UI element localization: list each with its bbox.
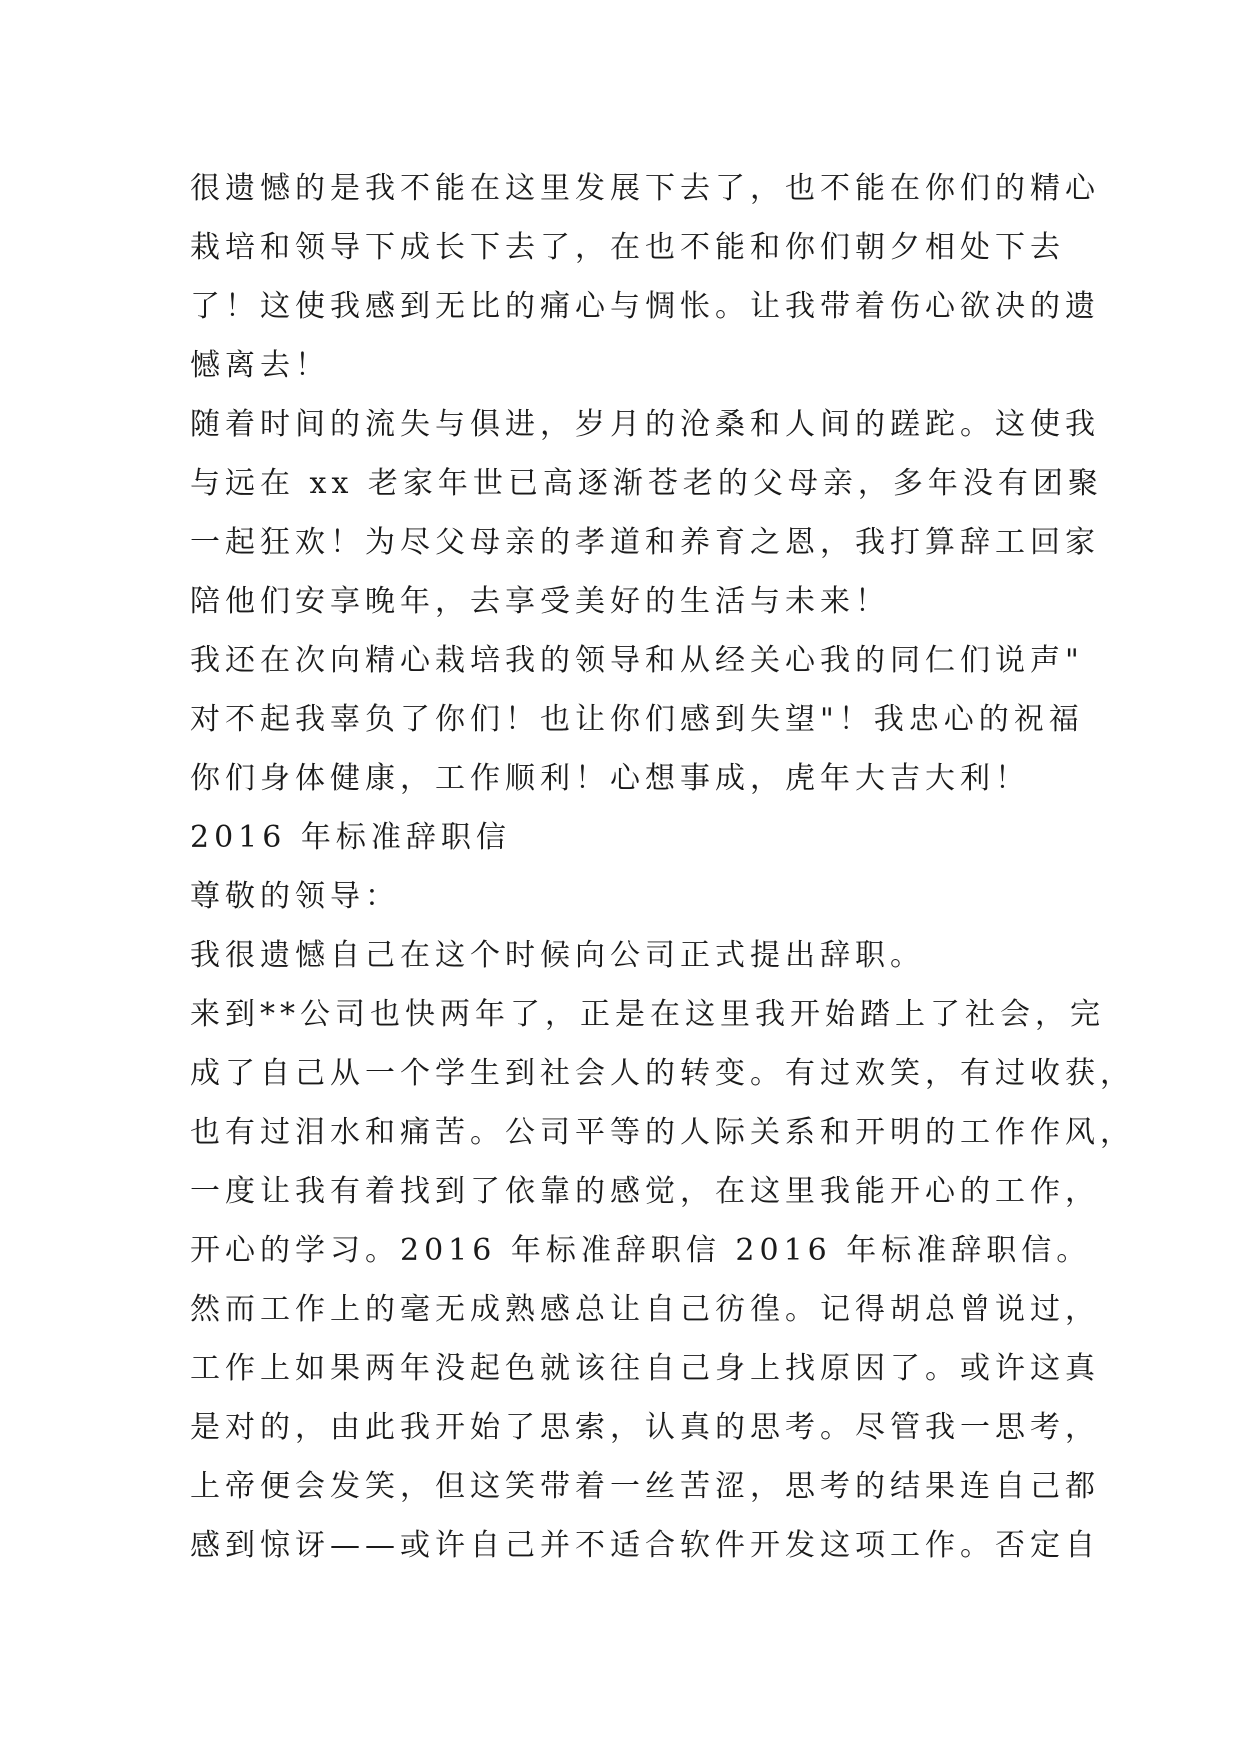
text-line: 然而工作上的毫无成熟感总让自己彷徨。记得胡总曾说过，	[190, 1292, 1100, 1327]
text-line: 来到**公司也快两年了，正是在这里我开始踏上了社会，完	[190, 997, 1105, 1032]
text-line: 与远在 xx 老家年世已高逐渐苍老的父母亲，多年没有团聚	[190, 466, 1103, 501]
section-heading: 2016 年标准辞职信	[190, 820, 511, 855]
text-line: 也有过泪水和痛苦。公司平等的人际关系和开明的工作作风，	[190, 1115, 1135, 1150]
text-line: 了！这使我感到无比的痛心与惆怅。让我带着伤心欲决的遗	[190, 289, 1100, 324]
text-line: 一起狂欢！为尽父母亲的孝道和养育之恩，我打算辞工回家	[190, 525, 1100, 560]
text-line: 陪他们安享晚年，去享受美好的生活与未来！	[190, 584, 890, 619]
text-line: 憾离去！	[190, 348, 330, 383]
text-line: 对不起我辜负了你们！也让你们感到失望"！我忠心的祝福	[190, 702, 1084, 737]
text-line: 上帝便会发笑，但这笑带着一丝苦涩，思考的结果连自己都	[190, 1469, 1100, 1504]
text-line: 很遗憾的是我不能在这里发展下去了，也不能在你们的精心	[190, 171, 1100, 206]
text-line: 随着时间的流失与俱进，岁月的沧桑和人间的蹉跎。这使我	[190, 407, 1100, 442]
text-line: 工作上如果两年没起色就该往自己身上找原因了。或许这真	[190, 1351, 1100, 1386]
text-line: 成了自己从一个学生到社会人的转变。有过欢笑，有过收获，	[190, 1056, 1135, 1091]
text-line: 是对的，由此我开始了思索，认真的思考。尽管我一思考，	[190, 1410, 1100, 1445]
text-line: 开心的学习。2016 年标准辞职信 2016 年标准辞职信。	[190, 1233, 1092, 1268]
text-line: 你们身体健康，工作顺利！心想事成，虎年大吉大利！	[190, 761, 1030, 796]
text-line: 感到惊讶——或许自己并不适合软件开发这项工作。否定自	[190, 1528, 1100, 1563]
document-body	[190, 159, 1135, 1575]
text-line: 一度让我有着找到了依靠的感觉，在这里我能开心的工作，	[190, 1174, 1100, 1209]
salutation: 尊敬的领导：	[190, 879, 400, 914]
text-line: 我很遗憾自己在这个时候向公司正式提出辞职。	[190, 938, 925, 973]
text-line: 我还在次向精心栽培我的领导和从经关心我的同仁们说声"	[190, 643, 1084, 678]
text-line: 栽培和领导下成长下去了，在也不能和你们朝夕相处下去	[190, 230, 1065, 265]
